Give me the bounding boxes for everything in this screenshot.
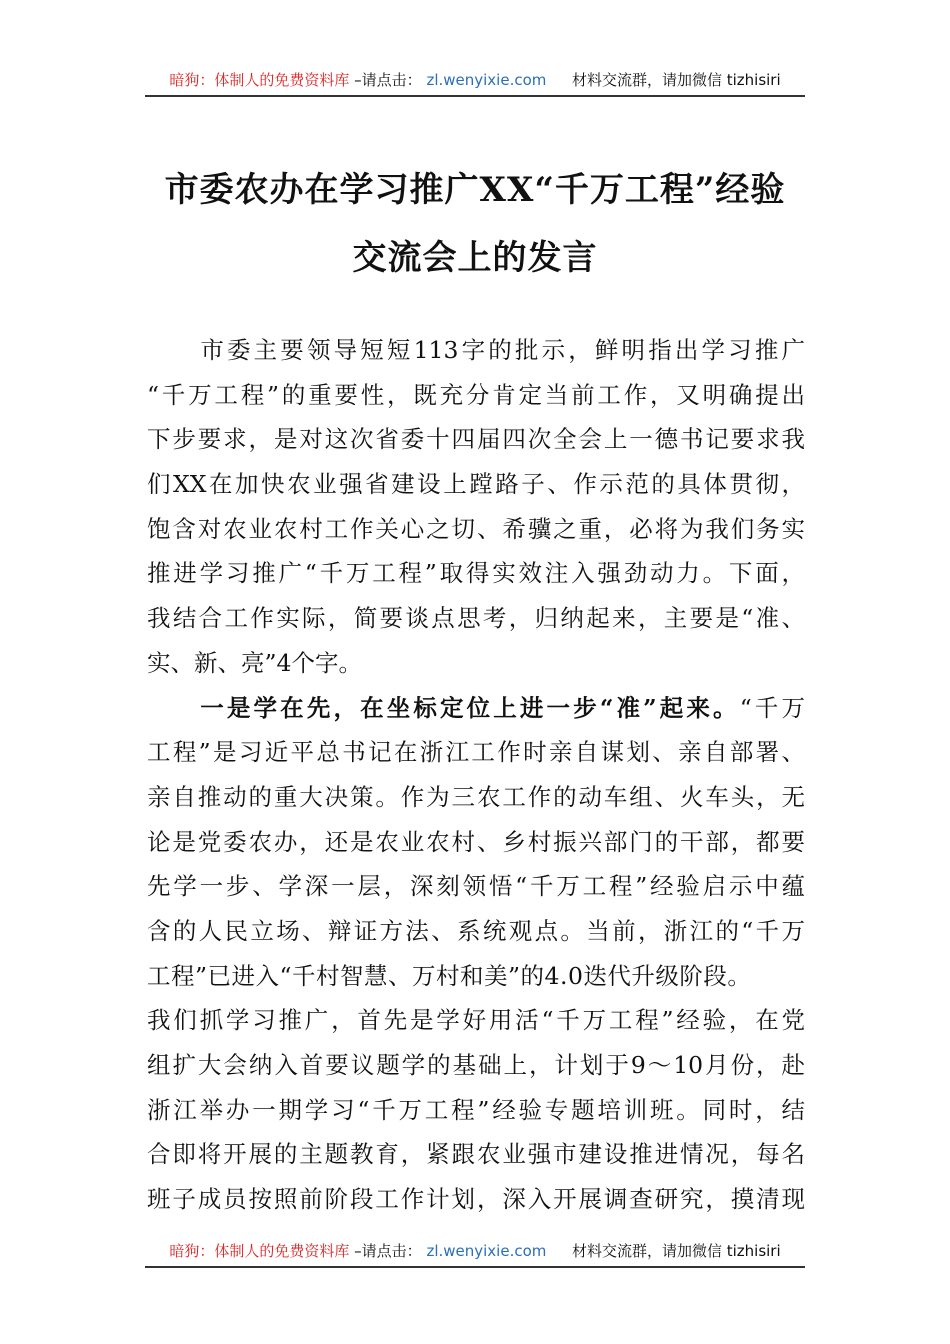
banner-group-text: 材料交流群，请加微信 tizhisiri (571, 1242, 781, 1260)
paragraph-line: 合即将开展的主题教育，紧跟农业强市建设推进情况，每名 (147, 1140, 805, 1169)
paragraph-line: 们XX在加快农业强省建设上蹚路子、作示范的具体贯彻， (147, 470, 805, 499)
paragraph-line: 我们抓学习推广，首先是学好用活“千万工程”经验，在党 (147, 1006, 805, 1035)
doc-body (147, 328, 805, 1222)
section-heading: 一是学在先，在坐标定位上进一步“准”起来。 (147, 693, 740, 722)
paragraph-line: 先学一步、学深一层，深刻领悟“千万工程”经验启示中蕴 (147, 872, 805, 901)
paragraph-line: 论是党委农办，还是农业农村、乡村振兴部门的干部，都要 (147, 827, 805, 856)
paragraph-line: 工程”是习近平总书记在浙江工作时亲自谋划、亲自部署、 (147, 738, 805, 767)
paragraph-line: 浙江举办一期学习“千万工程”经验专题培训班。同时，结 (147, 1095, 805, 1124)
banner-click-text: –请点击： (354, 1242, 422, 1260)
paragraph-line: 市委主要领导短短113字的批示，鲜明指出学习推广 (147, 336, 805, 364)
paragraph-line: 推进学习推广“千万工程”取得实效注入强劲动力。下面， (147, 559, 805, 588)
paragraph-line: 饱含对农业农村工作关心之切、希骥之重，必将为我们务实 (147, 514, 805, 543)
paragraph-line: “千万工程”的重要性，既充分肯定当前工作，又明确提出 (147, 380, 805, 409)
paragraph-line: 工程”已进入“千村智慧、万村和美”的4.0迭代升级阶段。 (147, 961, 752, 990)
doc-title-line-2: 交流会上的发言 (352, 238, 598, 278)
paragraph-line: 亲自推动的重大决策。作为三农工作的动车组、火车头，无 (147, 782, 805, 811)
banner-click-text: –请点击： (354, 71, 422, 89)
paragraph-line: 班子成员按照前阶段工作计划，深入开展调查研究，摸清现 (147, 1185, 805, 1214)
banner-group-text: 材料交流群，请加微信 tizhisiri (571, 71, 781, 89)
banner-link[interactable]: zl.wenyixie.com (426, 71, 547, 89)
banner-link[interactable]: zl.wenyixie.com (426, 1242, 547, 1260)
paragraph-line (147, 686, 805, 731)
paragraph-line: 我结合工作实际，简要谈点思考，归纳起来，主要是“准、 (147, 604, 805, 633)
paragraph-text: “千万 (739, 693, 805, 722)
banner-site-name: 暗狗：体制人的免费资料库 (169, 71, 350, 89)
paragraph-line: 实、新、亮”4个字。 (147, 648, 362, 677)
banner-site-name: 暗狗：体制人的免费资料库 (169, 1242, 350, 1260)
paragraph-line: 含的人民立场、辩证方法、系统观点。当前，浙江的“千万 (147, 916, 805, 945)
doc-title-line-1: 市委农办在学习推广XX“千万工程”经验 (164, 170, 786, 210)
paragraph-line: 下步要求，是对这次省委十四届四次全会上一德书记要求我 (147, 425, 805, 454)
paragraph-line: 组扩大会纳入首要议题学的基础上，计划于9～10月份，赴 (147, 1051, 805, 1079)
header-banner (145, 65, 805, 97)
footer-banner (145, 1236, 805, 1268)
